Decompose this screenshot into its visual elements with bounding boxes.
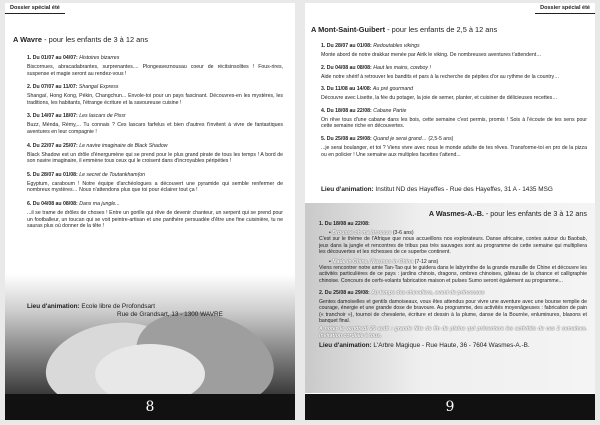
entry-text: Monte abord de notre drakkar menée par Airik le viking. De nombreuses aventures t'attendent… — [321, 52, 542, 58]
entry-text: Biscornues, abracadabrantes, surprenantes.... Plongeaveznousau coeur de récitsinsolites ! Fous-rires, suspense et magie seront au rendez-vous ! — [27, 64, 283, 77]
entry-text: On rêve tous d'une cabane dans les bois, cette semaine c'est permis, promis ! Sois à l'écoute de tes sens pour cette semaine riche en découvertes. — [321, 116, 587, 130]
list-item — [321, 43, 587, 59]
list-item — [27, 201, 283, 230]
page-number: 9 — [445, 399, 455, 415]
right-page — [305, 3, 595, 420]
entry-title: Dans ma jungle... — [79, 200, 120, 207]
entry-title: Les lascars de Pissr — [79, 113, 126, 120]
entry-date: 6. Du 04/08 au 08/08: — [27, 200, 78, 207]
entry-text: Black Shadow est un drôle d'énergumène qui se prend pour le plus grand pirate de tous les temps ! A bord de son navire imaginaire, il emmène tous ceux qui le croisent dans d'incroyables péripéties ! — [27, 151, 283, 165]
section-title-msg — [311, 25, 497, 34]
section-rest: - pour les enfants de 3 à 12 ans — [483, 209, 587, 218]
entry-date: 2. Du 04/08 au 08/08: — [321, 64, 372, 71]
wasmes-content: 1. Du 18/08 au 22/08: • Brousse oh ma brousse (3-6 ans) C'est sur le thème de l'Afrique que nous accueillons nos explorateurs. Danse africaine, contes autour du Baobab, jeux dans la jungle et rencontres de tribus pas très sauvages sont au programme de cette semaine qui multipliera les découvertes et les richesses de ce superbe continent. • Made in Chine, Wasmes in China (7-12 ans) Viens rencontrer notre amie Tan-Tao qui te guidera dans le labyrinthe de la grande muraille de Chine et découvre les activités particulières de ce pays : jardins chinois, dragons, ombres chinoises, gâteau de la chance et calligraphie chinoise. Concours de cerfs-volants fabrication maison et pulses Sumo seront également au programme... 2. Du 25/08 au 29/08: Au temps des chevaliers, avant de princesses Gentes damoiselles et gentils damoiseaux, vous êtes attendus pour vivre une aventure avec une bourse remplie de courage, énergie et une grande dose de bravoure. Au programme, des activités moyenâgeuses : fabrication de pain (« tranchoir »), tournoi de chevalerie, écriture et dessin à la plume, danse de la Bourrée, enluminures, blasons et banquet final. A noter le vendredi 29 août : grande fête de fin de plaine qui présentera les activités de ces 2 semaines. Invitation cordiale à tous. Lieu d'animation: L'Arbre Magique - Rue Haute, 36 - 7604 Wasmes-A.-B. — [319, 221, 587, 350]
venue-label: Lieu d'animation: — [321, 186, 374, 193]
week2-note: A noter le vendredi 29 août : grande fête de fin de plaine qui présentera les activités de ces 2 semaines. Invitation cordiale à tous. — [319, 325, 587, 339]
dossier-label: Dossier spécial été — [535, 3, 595, 14]
entry-title: Redoutables vikings — [373, 43, 420, 49]
entry-text: Shangaï, Hong Kong, Pékin, Changchun... Envole-toi pour un pays fascinant. Découvres-en les mystères, les traditions, les habitants, l'étrange écriture et la savoureuse cuisine ! — [27, 93, 283, 106]
week1-sub1-age: (3-6 ans) — [392, 230, 414, 236]
page-number: 8 — [145, 399, 155, 415]
section-title-wasmes — [429, 209, 587, 218]
entry-text: Aide notre shérif à retrouver les bandits et pars à la recherche de pépites d'or au rythme de la country… — [321, 73, 560, 80]
entry-text: Découvre avec Lisette, la fée du potager, la joie de semer, planter, et cuisiner de délicieuses recettes… — [321, 95, 558, 102]
page-footer — [5, 394, 295, 420]
list-item — [321, 86, 587, 102]
hands-photo — [5, 274, 295, 394]
entry-title: Cabane Partie — [373, 107, 407, 114]
entry-text: ...je serai boulanger, et toi ? Viens vivre avec nous le monde adulte de tes rêves. Transforme-toi en pro de la pizza ou en policier ! Une semaine aux multiples facettes t'attend... — [321, 144, 587, 158]
entry-date: 5. Du 25/08 au 29/08: — [321, 135, 372, 142]
week1-sub2-title: Made in Chine, Wasmes in China — [332, 258, 414, 265]
list-item — [27, 172, 283, 194]
entry-title: Histoires bizarres — [79, 55, 120, 61]
week2-text: Gentes damoiselles et gentils damoiseaux, vous êtes attendus pour vivre une aventure avec une bourse remplie de courage, énergie et une grande dose de bravoure. Au programme, des activités moyenâgeuses : fabrication de pain (« tranchoir »), tournoi de chevalerie, écriture et dessin à la plume, danse de la Bourrée, enluminures, blasons et banquet final. — [319, 298, 587, 325]
list-item — [27, 143, 283, 165]
list-item — [321, 136, 587, 158]
venue-info-msg — [321, 186, 591, 194]
venue-info-wasmes — [319, 342, 587, 350]
entry-date: 3. Du 14/07 au 18/07: — [27, 113, 78, 120]
section-place: A Wasmes-A.-B. — [428, 209, 484, 218]
entry-title: Haut les mains, cowboy ! — [373, 64, 431, 71]
week1-sub1-text: C'est sur le thème de l'Afrique que nous accueillons nos explorateurs. Danse africaine, contes autour du Baobab, jeux dans la jungle et rencontres de tribus pas très sauvages sont au programme de cette semaine qui multipliera les découvertes et les richesses de ce superbe continent. — [319, 236, 587, 256]
week1-date: 1. Du 18/08 au 22/08: — [319, 221, 370, 227]
week1-sub2-text: Viens rencontrer notre amie Tan-Tao qui te guidera dans le labyrinthe de la grande muraille de Chine et découvre les activités particulières de ce pays : jardins chinois, dragons, ombres chinoises, gâteau de la chance et calligraphie chinoise. Concours de cerfs-volants fabrication maison et pulses Sumo seront également au programme... — [319, 264, 587, 284]
entry-date: 5. Du 28/07 au 01/08: — [27, 171, 78, 178]
venue-text: L'Arbre Magique - Rue Haute, 36 - 7604 Wasmes-A.-B. — [371, 342, 530, 350]
entry-title: Le navire imaginaire de Black Shadow — [79, 142, 168, 149]
venue-address: Rue de Grandsart, 13 - 1300 WAVRE — [117, 311, 223, 318]
entry-title: Shangaï Express — [78, 84, 119, 91]
list-item — [321, 108, 587, 130]
week2-date: 2. Du 25/08 au 29/08: — [319, 289, 370, 296]
list-item — [27, 84, 283, 106]
section-place: A Wavre — [13, 35, 43, 44]
entry-title: Au pré gourmand — [372, 86, 414, 93]
entry-age: (2,5-5 ans) — [428, 135, 454, 142]
entry-title: Quand je serai grand… — [373, 135, 427, 142]
left-page — [5, 3, 295, 420]
entry-date: 2. Du 07/07 au 11/07: — [27, 84, 78, 91]
section-rest: - pour les enfants de 3 à 12 ans — [42, 35, 149, 44]
entry-title: Le secret de Toutankham(on — [79, 171, 146, 178]
page-footer — [305, 394, 595, 420]
entry-text: Buzz, Ménda, Rémy,... Tu connais ? Ces lascars farfelus et bien d'autres t'invitent à vivre de fantastiques aventures en leur compagnie ! — [27, 122, 283, 135]
list-item — [321, 65, 587, 81]
list-item — [27, 55, 283, 77]
list-item — [27, 113, 283, 135]
venue-info — [27, 303, 283, 319]
entries-list — [321, 43, 587, 164]
dossier-label: Dossier spécial été — [5, 3, 65, 14]
section-rest: - pour les enfants de 2,5 à 12 ans — [385, 25, 498, 34]
venue-label: Lieu d'animation: — [27, 303, 80, 310]
venue-name: Ecole libre de Profondsart — [79, 303, 155, 310]
entry-text: ...il se trame de drôles de choses ! Entre un gorille qui rêve de devenir chanteur, un serpent qui se prend pour un footballeur, un toucan qui se voit peintre-artisan et une panthère persuadée d'être une fine cuisinière, tu ne sauras plus où donner de la tête ! — [27, 209, 283, 230]
venue-text: Institut ND des Hayeffes - Rue des Hayeffes, 31 A - 1435 MSG — [373, 186, 553, 193]
section-place: A Mont-Saint-Guibert — [311, 25, 386, 34]
entry-date: 3. Du 11/08 au 14/08: — [321, 86, 372, 93]
entry-date: 1. Du 28/07 au 01/08: — [321, 43, 372, 49]
week2-title: Au temps des chevaliers, avant de princesses — [371, 289, 485, 296]
entry-text: Egyptum, caraboum ! Notre équipe d'archéologues a découvert une pyramide qui semble renfermer de nombreux mystères… Nous n'attendons plus que toi pour éclairer tout ça ! — [27, 180, 283, 194]
entry-date: 1. Du 01/07 au 04/07: — [27, 55, 78, 61]
week1-sub1-title: Brousse oh ma brousse — [332, 230, 392, 236]
week1-sub2-age: (7-12 ans) — [414, 258, 439, 265]
entry-date: 4. Du 22/07 au 25/07: — [27, 142, 78, 149]
entry-date: 4. Du 18/08 au 22/08: — [321, 107, 372, 114]
section-title-wavre — [13, 35, 148, 44]
entries-list — [27, 55, 283, 237]
venue-label: Lieu d'animation: — [319, 342, 372, 350]
